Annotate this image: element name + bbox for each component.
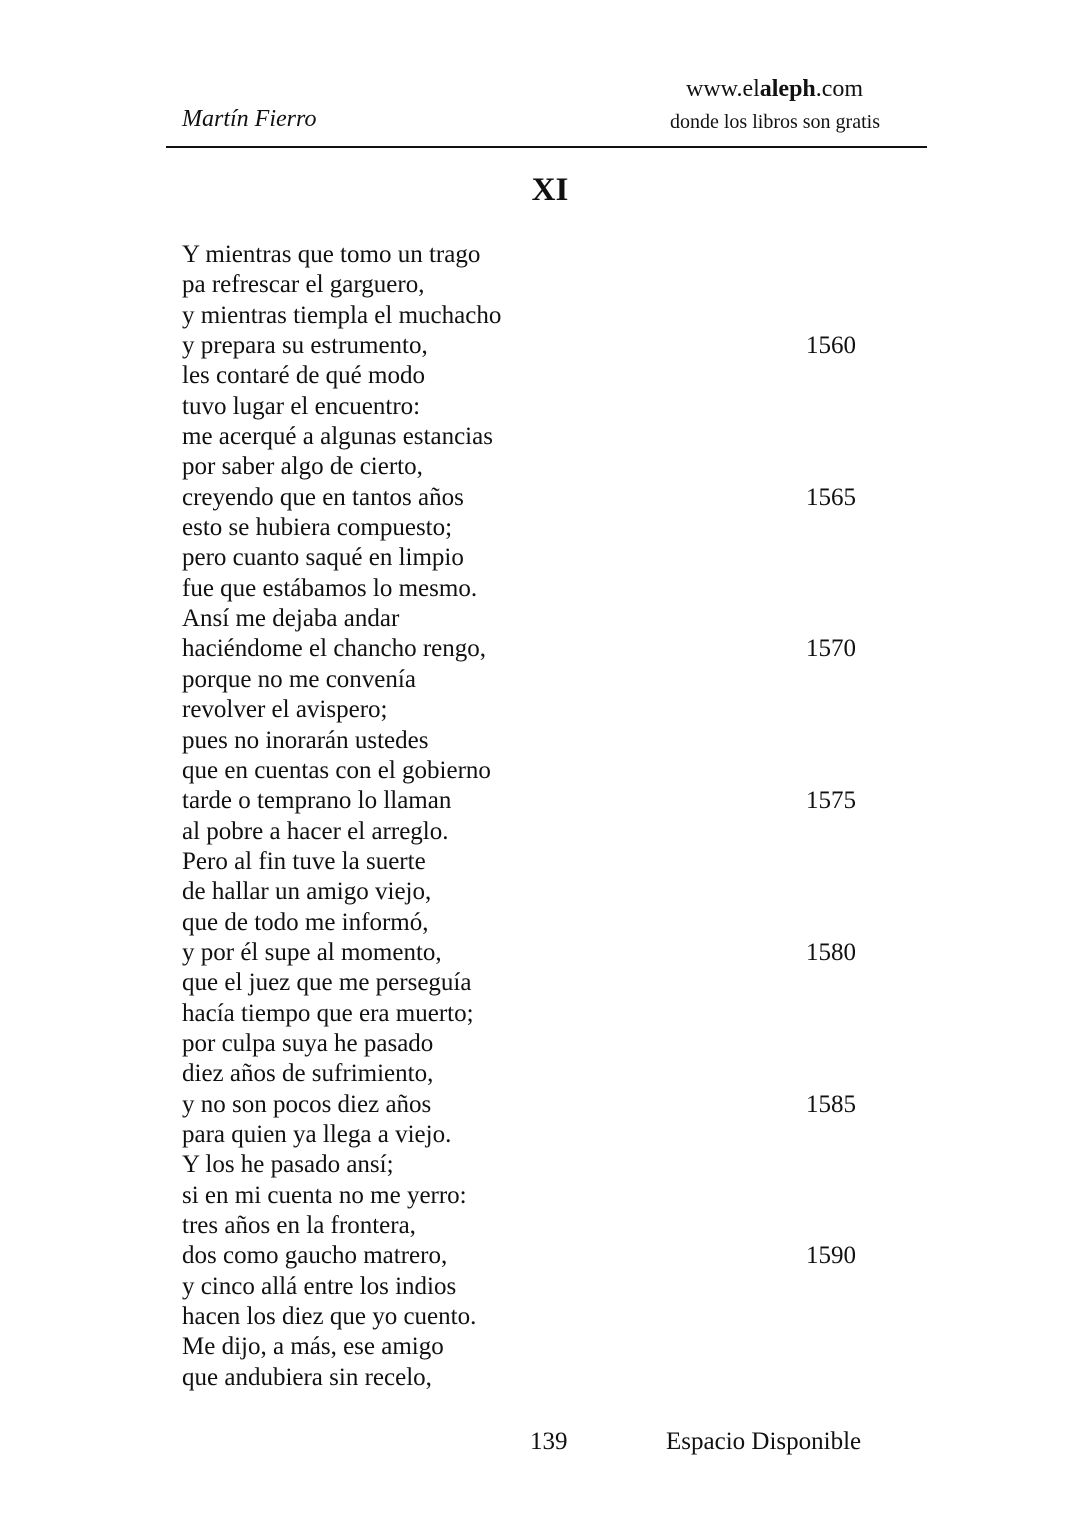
verse-text: que en cuentas con el gobierno	[182, 756, 491, 784]
verse-text: porque no me convenía	[182, 665, 416, 693]
verse-line	[182, 756, 882, 786]
verse-line	[182, 1150, 882, 1180]
verse-line	[182, 1029, 882, 1059]
verse-text: hacen los diez que yo cuento.	[182, 1303, 477, 1331]
verse-text: haciéndome el chancho rengo,	[182, 635, 487, 663]
verse-text: si en mi cuenta no me yerro:	[182, 1181, 467, 1209]
verse-line	[182, 817, 882, 847]
verse-text: que de todo me informó,	[182, 908, 429, 936]
chapter-heading: XI	[531, 172, 569, 208]
verse-number: 1570	[806, 635, 856, 663]
verse-line	[182, 543, 882, 573]
verse-line	[182, 1332, 882, 1362]
verse-text: Ansí me dejaba andar	[182, 605, 400, 633]
verse-line	[182, 847, 882, 877]
verse-text: pero cuanto saqué en limpio	[182, 544, 464, 572]
verse-line	[182, 422, 882, 452]
verse-text: pues no inorarán ustedes	[182, 726, 429, 754]
verse-text: y prepara su estrumento,	[182, 332, 428, 360]
verse-text: tarde o temprano lo llaman	[182, 787, 452, 815]
verse-line	[182, 695, 882, 725]
footer-note: Espacio Disponible	[666, 1428, 862, 1455]
verse-line	[182, 240, 882, 270]
verse-line	[182, 1302, 882, 1332]
verse-line	[182, 634, 882, 664]
site-url-prefix: www.el	[686, 76, 760, 102]
verse-line	[182, 331, 882, 361]
verse-line	[182, 483, 882, 513]
verse-number: 1580	[806, 938, 856, 966]
site-url-suffix: .com	[815, 76, 864, 102]
verse-text: y mientras tiempla el muchacho	[182, 301, 502, 329]
verse-text: Y mientras que tomo un trago	[182, 241, 481, 268]
site-url-bold: aleph	[759, 76, 816, 102]
verse-number: 1575	[806, 787, 856, 815]
verse-text: dos como gaucho matrero,	[182, 1242, 448, 1270]
verse-line	[182, 270, 882, 300]
verse-number: 1560	[806, 332, 856, 360]
poem-body	[182, 240, 882, 1393]
verse-text: diez años de sufrimiento,	[182, 1060, 434, 1088]
verse-text: Pero al fin tuve la suerte	[182, 847, 426, 875]
verse-text: hacía tiempo que era muerto;	[182, 999, 474, 1027]
verse-line	[182, 301, 882, 331]
verse-line	[182, 968, 882, 998]
page-number: 139	[530, 1428, 568, 1455]
verse-text: y por él supe al momento,	[182, 938, 442, 966]
verse-line	[182, 1211, 882, 1241]
verse-number: 1585	[806, 1090, 856, 1118]
verse-text: fue que estábamos lo mesmo.	[182, 574, 478, 602]
verse-text: que andubiera sin recelo,	[182, 1363, 432, 1391]
verse-text: al pobre a hacer el arreglo.	[182, 817, 449, 845]
verse-text: les contaré de qué modo	[182, 362, 425, 390]
header-divider	[166, 146, 927, 148]
verse-line	[182, 1272, 882, 1302]
site-tagline: donde los libros son gratis	[670, 111, 880, 133]
verse-line	[182, 1059, 882, 1089]
verse-number: 1565	[806, 483, 856, 511]
verse-text: tuvo lugar el encuentro:	[182, 392, 421, 420]
verse-line	[182, 1181, 882, 1211]
verse-text: me acerqué a algunas estancias	[182, 423, 493, 451]
verse-line	[182, 604, 882, 634]
verse-text: Y los he pasado ansí;	[182, 1151, 394, 1179]
verse-line	[182, 665, 882, 695]
verse-line	[182, 392, 882, 422]
verse-text: tres años en la frontera,	[182, 1212, 416, 1239]
verse-text: creyendo que en tantos años	[182, 483, 464, 511]
verse-line	[182, 908, 882, 938]
verse-text: que el juez que me perseguía	[182, 969, 472, 997]
site-url	[686, 74, 863, 104]
verse-line	[182, 1090, 882, 1120]
verse-line	[182, 786, 882, 816]
verse-text: pa refrescar el garguero,	[182, 271, 425, 299]
verse-line	[182, 574, 882, 604]
verse-line	[182, 361, 882, 391]
verse-line	[182, 452, 882, 482]
verse-line	[182, 1120, 882, 1150]
verse-line	[182, 999, 882, 1029]
verse-line	[182, 513, 882, 543]
verse-number: 1590	[806, 1242, 856, 1270]
verse-text: y cinco allá entre los indios	[182, 1272, 457, 1300]
verse-line	[182, 1363, 882, 1393]
verse-text: de hallar un amigo viejo,	[182, 878, 432, 906]
verse-text: para quien ya llega a viejo.	[182, 1120, 452, 1148]
verse-line	[182, 938, 882, 968]
verse-line	[182, 877, 882, 907]
verse-text: revolver el avispero;	[182, 696, 388, 724]
verse-line	[182, 1241, 882, 1271]
verse-text: Me dijo, a más, ese amigo	[182, 1333, 444, 1361]
book-title: Martín Fierro	[182, 106, 317, 132]
verse-line	[182, 726, 882, 756]
verse-text: por saber algo de cierto,	[182, 453, 423, 481]
verse-text: y no son pocos diez años	[182, 1090, 432, 1118]
verse-text: por culpa suya he pasado	[182, 1029, 434, 1057]
verse-text: esto se hubiera compuesto;	[182, 514, 453, 542]
